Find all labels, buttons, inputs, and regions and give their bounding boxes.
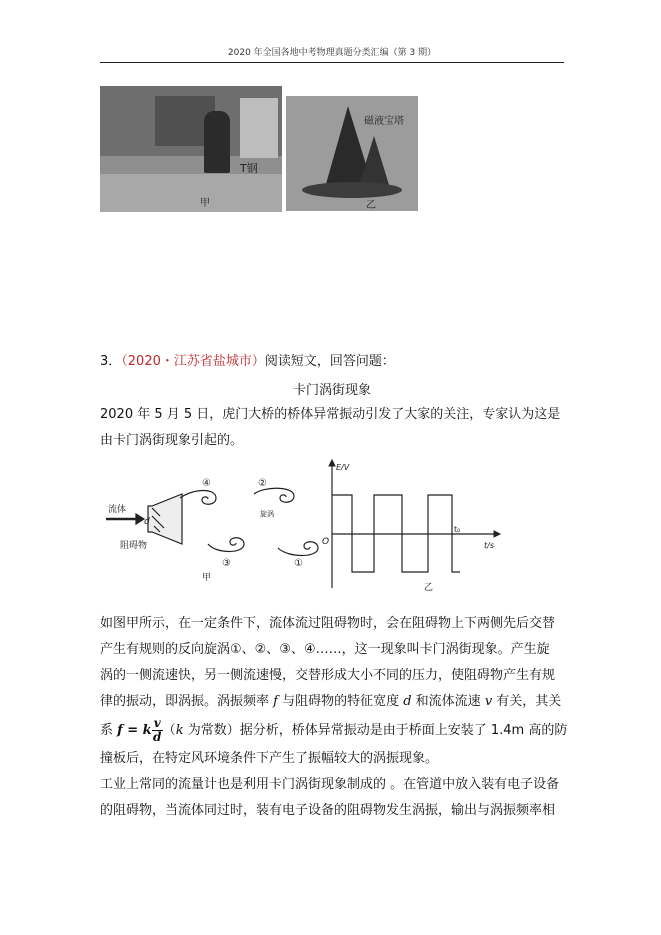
obstacle-shape xyxy=(148,494,182,544)
figure-yi-caption: 乙 xyxy=(424,583,434,593)
photo-jia-floor xyxy=(100,174,282,212)
question-number: 3． xyxy=(100,354,122,369)
figure-jia-vortex-diagram xyxy=(104,474,334,584)
paragraph-2-line-2: 产生有规则的反向旋涡①、②、③、④……，这一现象叫卡门涡街现象。产生旋 xyxy=(100,642,550,657)
obstacle-label: 阻碍物 xyxy=(120,541,148,551)
paragraph-3-line-1: 工业上常同的流量计也是利用卡门涡街现象制成的 。在管道中放入装有电子设备 xyxy=(100,777,560,792)
y-axis-label: E/V xyxy=(336,463,350,472)
figure-jia-caption: 甲 xyxy=(202,573,212,583)
vortex-2 xyxy=(254,488,294,502)
symbol-v: v xyxy=(484,694,493,709)
photo-yi-overlay-text: 磁液宝塔 xyxy=(364,116,404,127)
p2-l4-text-d: 有关，其关 xyxy=(492,694,562,709)
paragraph-3-line-2: 的阻碍物，当流体同过时，装有电子设备的阻碍物发生涡振，输出与涡振频率相 xyxy=(100,803,556,818)
vortex-3 xyxy=(208,538,244,552)
formula-lhs: f = k xyxy=(117,723,152,738)
vortex-label-3: ③ xyxy=(222,558,231,569)
vortex-1 xyxy=(278,542,318,556)
fluid-arrow-head xyxy=(136,514,144,524)
paragraph-1-line-2: 由卡门涡街现象引起的。 xyxy=(100,433,244,448)
vortex-label-2: ② xyxy=(258,478,267,489)
formula-denominator: d xyxy=(152,730,162,744)
photo-jia-panel xyxy=(240,98,278,158)
header-rule xyxy=(100,62,564,63)
article-title: 卡门涡街现象 xyxy=(292,383,371,398)
d-label: d xyxy=(144,517,150,527)
symbol-k: k xyxy=(175,723,184,738)
p2-l4-text-a: 律的振动，即涡振。涡振频率 xyxy=(100,694,274,709)
p2-l5-text-b: （ xyxy=(162,723,176,738)
x-axis-label: t/s xyxy=(484,541,494,550)
paragraph-2-line-6: 撞板后，在特定风环境条件下产生了振幅较大的涡振现象。 xyxy=(100,751,439,766)
question-source: （2020・江苏省盐城市） xyxy=(121,354,265,369)
question-heading xyxy=(100,352,395,372)
symbol-d: d xyxy=(403,694,412,709)
photo-yi-caption: 乙 xyxy=(366,200,376,211)
t0-label: t₀ xyxy=(454,525,461,534)
symbol-f: f xyxy=(273,694,278,709)
p2-l4-text-c: 和流体流速 xyxy=(411,694,485,709)
paragraph-2-line-5 xyxy=(100,716,567,746)
paragraph-1-line-1: 2020 年 5 月 5 日，虎门大桥的桥体异常振动引发了大家的关注，专家认为这是 xyxy=(100,407,561,422)
paragraph-2-line-3: 涡的一侧流速快，另一侧流速慢，交替形成大小不同的压力，使阻碍物产生有规 xyxy=(100,668,556,683)
formula-numerator: v xyxy=(153,716,161,730)
photo-jia-overlay-text: T钢 xyxy=(240,162,258,175)
formula-fraction xyxy=(152,717,163,744)
paragraph-2-line-1: 如图甲所示，在一定条件下，流体流过阻碍物时，会在阻碍物上下两侧先后交替 xyxy=(100,616,556,631)
p2-l5-text-a: 系 xyxy=(100,723,118,738)
origin-label: O xyxy=(322,537,330,547)
photo-jia xyxy=(100,86,282,212)
vortex-label-4: ④ xyxy=(202,478,211,489)
page-header: 2020 年全国各地中考物理真题分类汇编（第 3 期） xyxy=(227,48,437,58)
vortex-4 xyxy=(180,491,216,505)
vortex-label-1: ① xyxy=(294,558,303,569)
p2-l4-text-b: 与阻碍物的特征宽度 xyxy=(277,694,404,709)
photo-jia-caption: 甲 xyxy=(200,198,210,209)
vortex-small-label: 旋涡 xyxy=(260,510,274,518)
photo-yi xyxy=(286,96,418,211)
fluid-label: 流体 xyxy=(108,505,127,515)
photo-jia-person xyxy=(204,111,230,173)
figure-yi-square-wave xyxy=(324,458,504,598)
p2-l5-text-c: 为常数）据分析，桥体异常振动是由于桥面上安装了 1.4m 高的防 xyxy=(183,723,568,738)
paragraph-2-line-4 xyxy=(100,692,561,712)
question-prompt: 阅读短文，回答问题： xyxy=(264,354,395,369)
